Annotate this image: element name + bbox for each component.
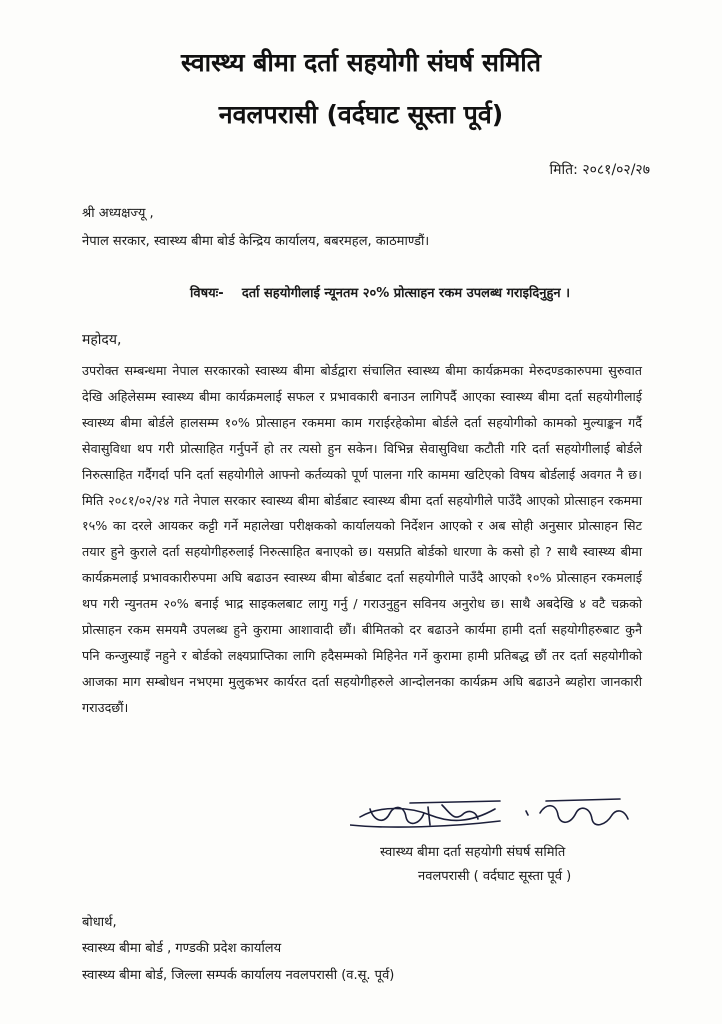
letterhead-title: स्वास्थ्य बीमा दर्ता सहयोगी संघर्ष समिति — [180, 48, 542, 77]
subject-label: विषयः- — [190, 286, 224, 301]
handwritten-signatures — [350, 795, 640, 840]
letter-body: उपरोक्त सम्बन्धमा नेपाल सरकारको स्वास्थ्य बीमा बोर्डद्वारा संचालित स्वास्थ्य बीमा कार्यक्रमका मेरुदण्डकारुपमा सुरुवात देखि अहिलेसम्म स्वास्थ्य बीमा कार्यक्रमलाई सफल र प्रभावकारी बनाउन लागिपर्दै आएका स्वास्थ्य बीमा दर्ता सहयोगीलाई स्वास्थ्य बीमा बोर्डले हालसम्म १०% प्रोत्साहन रकममा काम गराईरहेकोमा बोर्डले दर्ता सहयोगीको कामको मुल्याङ्कन गर्दै सेवासुविधा थप गरी प्रोत्साहित गर्नुपर्ने हो तर त्यसो हुन सकेन। विभिन्न सेवासुविधा कटौती गरि दर्ता सहयोगीलाई बोर्डले निरुत्साहित गर्दैगर्दा पनि दर्ता सहयोगीले आफ्नो कर्तव्यको पूर्ण पालना गरि काममा खटिएको विषय बोर्डलाई अवगत नै छ। मिति २०८१/०२/२४ गते नेपाल सरकार स्वास्थ्य बीमा बोर्डबाट स्वास्थ्य बीमा दर्ता सहयोगीले पाउँदै आएको प्रोत्साहन रकममा १५% का दरले आयकर कट्टी गर्ने महालेखा परीक्षकको कार्यालयको निर्देशन आएको र अब सोही अनुसार प्रोत्साहन सिट तयार हुने कुराले दर्ता सहयोगीहरुलाई निरुत्साहित बनाएको छ। यसप्रति बोर्डको धारणा के कसो हो ? साथै स्वास्थ्य बीमा कार्यक्रमलाई प्रभावकारीरुपमा अघि बढाउन स्वास्थ्य बीमा बोर्डबाट दर्ता सहयोगीले पाउँदै आएको १०% प्रोत्साहन रकमलाई थप गरी न्युनतम २०% बनाई भाद्र साइकलबाट लागु गर्नु / गराउनुहुन सविनय अनुरोध छ। साथै अबदेखि ४ वटै चक्रको प्रोत्साहन रकम समयमै उपलब्ध हुने कुरामा आशावादी छौं। बीमितको दर बढाउने कार्यमा हामी दर्ता सहयोगीहरुबाट कुनै पनि कन्जुस्याइँ नहुने र बोर्डको लक्ष्यप्राप्तिका लागि हदैसम्मको मिहिनेत गर्ने कुरामा हामी प्रतिबद्ध छौं तर दर्ता सहयोगीको आजका माग सम्बोधन नभएमा मुलुकभर कार्यरत दर्ता सहयोगीहरुले आन्दोलनका कार्यक्रम अघि बढाउने ब्यहोरा जानकारी गराउदछौं। — [82, 363, 642, 715]
addressee-name: श्री अध्यक्षज्यू , — [82, 206, 154, 221]
cc-recipient: स्वास्थ्य बीमा बोर्ड , गण्डकी प्रदेश कार्यालय — [82, 941, 282, 956]
letterhead-subtitle: नवलपरासी (वर्दघाट सूस्ता पूर्व) — [218, 100, 504, 129]
subject-line — [190, 283, 570, 301]
cc-recipient: स्वास्थ्य बीमा बोर्ड, जिल्ला सम्पर्क कार्यालय नवलपरासी (व.सू. पूर्व) — [82, 968, 395, 983]
signatory-location: नवलपरासी ( वर्दघाट सूस्ता पूर्व ) — [418, 869, 572, 884]
letter-date: मिति: २०८१/०२/२७ — [549, 162, 650, 178]
cc-heading: बोधार्थ, — [82, 915, 117, 930]
subject-text: दर्ता सहयोगीलाई न्यूनतम २०% प्रोत्साहन रकम उपलब्ध गराइदिनुहुन । — [241, 286, 571, 301]
signatory-committee: स्वास्थ्य बीमा दर्ता सहयोगी संघर्ष समिति — [380, 845, 566, 860]
addressee-office: नेपाल सरकार, स्वास्थ्य बीमा बोर्ड केन्द्रिय कार्यालय, बबरमहल, काठमाण्डौं। — [82, 234, 430, 249]
salutation: महोदय, — [82, 332, 122, 348]
